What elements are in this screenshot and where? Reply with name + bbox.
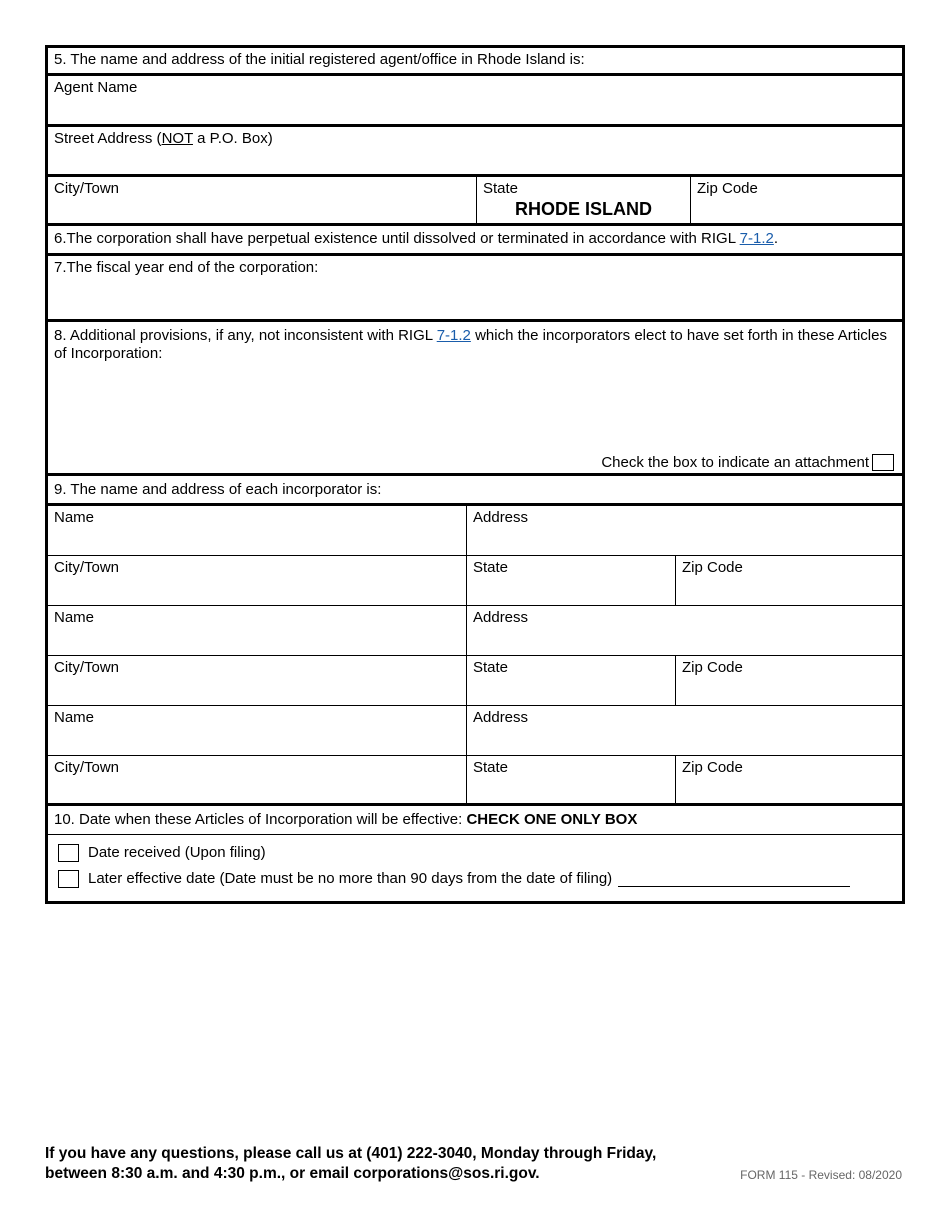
later-date-blank-line[interactable] xyxy=(618,872,850,887)
footer-contact-info xyxy=(45,1144,656,1184)
incorporator-state-label: State xyxy=(473,559,509,576)
incorporator-3-state-field[interactable] xyxy=(466,756,675,803)
incorporator-3-address-field[interactable] xyxy=(466,706,902,755)
section10-heading-bold: CHECK ONE ONLY BOX xyxy=(466,811,638,828)
articles-form xyxy=(45,45,905,904)
incorporator-1-name-field[interactable] xyxy=(48,506,466,555)
agent-zip-label: Zip Code xyxy=(697,180,758,197)
agent-state-label: State xyxy=(483,180,519,197)
incorporator-zip-label: Zip Code xyxy=(682,759,743,776)
incorporator-address-label: Address xyxy=(473,509,529,526)
date-received-checkbox[interactable] xyxy=(58,844,79,862)
incorporator-zip-label: Zip Code xyxy=(682,659,743,676)
contact-line-2: between 8:30 a.m. and 4:30 p.m., or email corporations@sos.ri.gov. xyxy=(45,1165,540,1182)
section6-text xyxy=(48,226,902,253)
section8-row xyxy=(48,322,902,476)
agent-name-field[interactable] xyxy=(48,76,902,124)
agent-name-row xyxy=(48,76,902,127)
section10-heading xyxy=(48,806,902,834)
attachment-label: Check the box to indicate an attachment xyxy=(601,454,869,471)
incorporator-zip-label: Zip Code xyxy=(682,559,743,576)
fiscal-year-field[interactable] xyxy=(48,256,902,319)
incorporator-name-label: Name xyxy=(54,609,95,626)
section8-text-after: which the incorporators elect to have set forth in these Articles of Incorporation: xyxy=(54,327,887,362)
street-address-label-suffix: a P.O. Box) xyxy=(192,130,273,147)
incorporator-2-city-row xyxy=(48,656,902,706)
incorporator-1-address-field[interactable] xyxy=(466,506,902,555)
effective-date-options xyxy=(48,835,902,901)
incorporator-1-city-field[interactable] xyxy=(48,556,466,605)
incorporator-state-label: State xyxy=(473,759,509,776)
incorporator-3-name-row xyxy=(48,706,902,756)
incorporator-address-label: Address xyxy=(473,609,529,626)
agent-zip-field[interactable] xyxy=(690,177,902,223)
attachment-checkbox[interactable] xyxy=(872,454,894,471)
incorporator-2-city-field[interactable] xyxy=(48,656,466,705)
additional-provisions-field[interactable] xyxy=(48,322,902,473)
attachment-indicator xyxy=(601,454,894,471)
incorporator-city-label: City/Town xyxy=(54,759,120,776)
incorporator-1-city-row xyxy=(48,556,902,606)
incorporator-2-zip-field[interactable] xyxy=(675,656,902,705)
street-address-row xyxy=(48,127,902,177)
street-address-field[interactable] xyxy=(48,127,902,174)
incorporator-2-address-field[interactable] xyxy=(466,606,902,655)
option-later-effective-date xyxy=(58,866,892,892)
contact-line-1: If you have any questions, please call us at (401) 222-3040, Monday through Friday, xyxy=(45,1145,657,1162)
incorporator-3-city-row xyxy=(48,756,902,806)
section5-heading: 5. The name and address of the initial registered agent/office in Rhode Island is: xyxy=(54,51,585,68)
form-revision-id: FORM 115 - Revised: 08/2020 xyxy=(740,1168,902,1182)
agent-name-label: Agent Name xyxy=(54,79,138,96)
incorporator-1-state-field[interactable] xyxy=(466,556,675,605)
section5-heading-row xyxy=(48,48,902,76)
incorporator-state-label: State xyxy=(473,659,509,676)
section10-options-row xyxy=(48,835,902,901)
incorporator-name-label: Name xyxy=(54,709,95,726)
street-address-label-prefix: Street Address ( xyxy=(54,130,162,147)
incorporator-name-label: Name xyxy=(54,509,95,526)
incorporator-1-zip-field[interactable] xyxy=(675,556,902,605)
section9-heading-row xyxy=(48,476,902,506)
later-date-checkbox[interactable] xyxy=(58,870,79,888)
incorporator-city-label: City/Town xyxy=(54,559,120,576)
incorporator-3-zip-field[interactable] xyxy=(675,756,902,803)
agent-city-row xyxy=(48,177,902,226)
rigl-7-1-2-link[interactable]: 7-1.2 xyxy=(739,230,774,247)
section8-text-before: 8. Additional provisions, if any, not inconsistent with RIGL xyxy=(54,327,437,344)
section9-heading: 9. The name and address of each incorporator is: xyxy=(54,481,382,498)
section7-row xyxy=(48,256,902,322)
section6-text-after: . xyxy=(773,230,779,247)
incorporator-1-name-row xyxy=(48,506,902,556)
later-date-label: Later effective date (Date must be no more than 90 days from the date of filing) xyxy=(88,870,613,887)
incorporator-2-name-row xyxy=(48,606,902,656)
street-address-label-not: NOT xyxy=(161,130,193,147)
agent-city-label: City/Town xyxy=(54,180,120,197)
incorporator-city-label: City/Town xyxy=(54,659,120,676)
agent-city-field[interactable] xyxy=(48,177,476,223)
fiscal-year-label: 7.The fiscal year end of the corporation: xyxy=(54,259,319,276)
section10-heading-row xyxy=(48,806,902,835)
rigl-7-1-2-link-2[interactable]: 7-1.2 xyxy=(436,327,471,344)
date-received-label: Date received (Upon filing) xyxy=(88,844,266,861)
option-date-received xyxy=(58,840,892,866)
incorporator-address-label: Address xyxy=(473,709,529,726)
incorporator-2-state-field[interactable] xyxy=(466,656,675,705)
section10-heading-text: 10. Date when these Articles of Incorporation will be effective: xyxy=(54,811,467,828)
agent-state-field xyxy=(476,177,690,223)
agent-state-value: RHODE ISLAND xyxy=(514,199,652,219)
section6-text-before: 6.The corporation shall have perpetual existence until dissolved or terminated in accordance with RIGL xyxy=(54,230,740,247)
incorporator-2-name-field[interactable] xyxy=(48,606,466,655)
incorporator-3-city-field[interactable] xyxy=(48,756,466,803)
section6-row xyxy=(48,226,902,256)
incorporator-3-name-field[interactable] xyxy=(48,706,466,755)
